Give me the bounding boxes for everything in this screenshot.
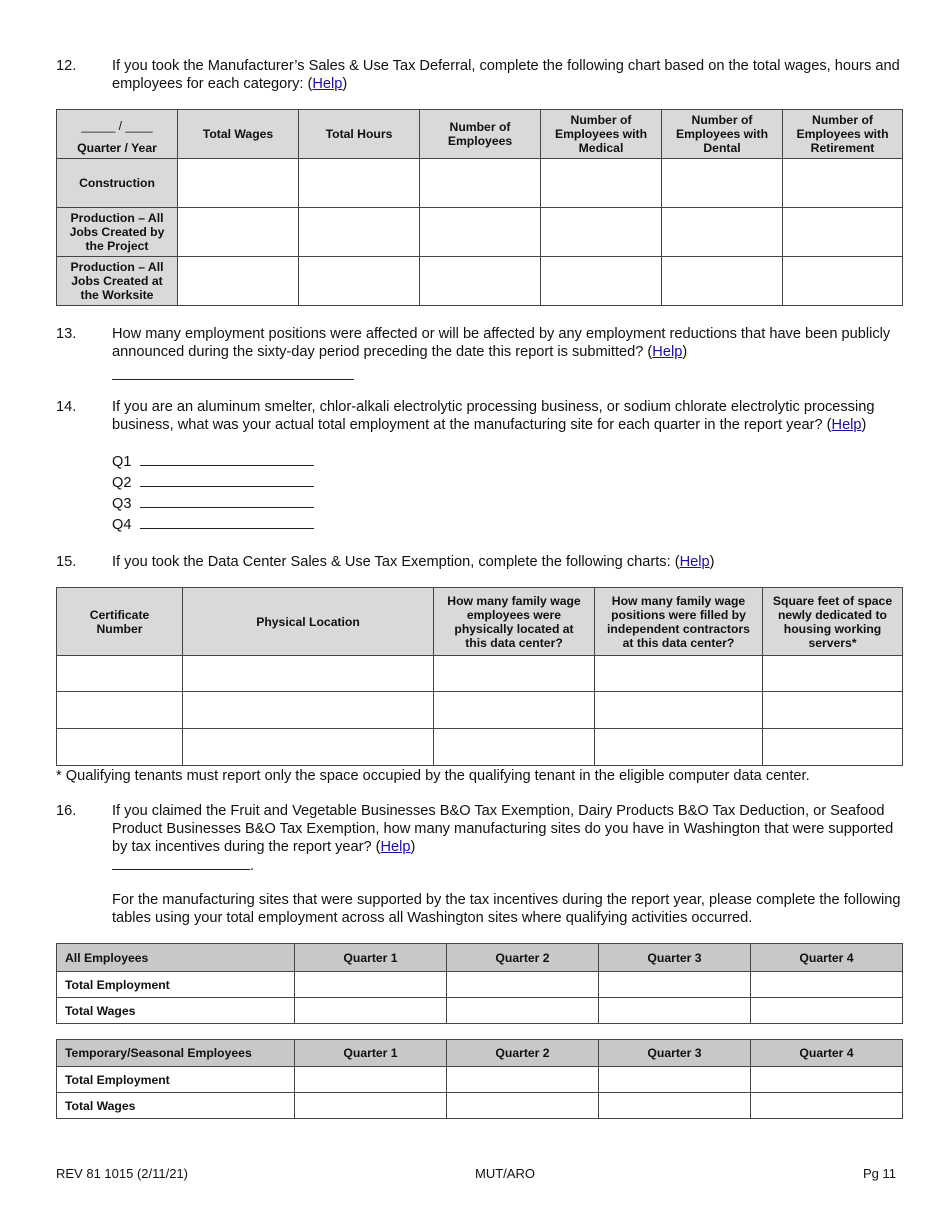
table-title: All Employees [57,944,295,972]
column-header: Quarter 2 [447,944,599,972]
column-header: Quarter 3 [599,1040,751,1067]
quarter-year-blank: _____ / ____ [81,119,153,133]
row-label: Production – All Jobs Created at the Worksite [57,257,178,306]
input-cell[interactable] [434,656,595,692]
input-cell[interactable] [595,692,763,729]
input-cell[interactable] [541,159,662,208]
quarter-label: Q4 [112,517,132,533]
input-cell[interactable] [299,159,420,208]
input-cell[interactable] [295,1067,447,1093]
column-header: Number of Employees with Dental [662,110,783,159]
column-header: How many family wage positions were filled by independent contractors at this data center? [595,588,763,656]
quarter-year-header[interactable] [57,110,178,159]
input-cell[interactable] [178,208,299,257]
help-link[interactable]: Help [652,344,683,360]
input-cell[interactable] [295,972,447,998]
input-cell[interactable] [447,998,599,1024]
input-cell[interactable] [763,656,903,692]
input-cell[interactable] [595,729,763,766]
quarter-entry [112,451,314,471]
question-text: If you are an aluminum smelter, chlor-alkali electrolytic processing business, or sodium chlorate electrolytic processing business, what was your actual total employment at the manufacturing site for each quarter in the report year? [112,399,875,433]
column-header: Quarter 1 [295,1040,447,1067]
row-label: Total Wages [57,998,295,1024]
instructions: For the manufacturing sites that were supported by the tax incentives during the report year, please complete the following tables using your total employment across all Washington sites where qualifying activities occurred. [112,892,901,926]
quarter-entry [112,514,314,534]
quarter-year-label: Quarter / Year [77,141,157,155]
row-label: Total Employment [57,1067,295,1093]
answer-line[interactable] [112,855,250,870]
answer-line[interactable] [140,451,314,466]
question-12: 12. If you took the Manufacturer’s Sales & Use Tax Deferral, complete the following chart based on the total wages, hours and employees for each category: (Help) [56,58,900,92]
column-header: Number of Employees [420,110,541,159]
input-cell[interactable] [751,1093,903,1119]
input-cell[interactable] [763,692,903,729]
input-cell[interactable] [295,1093,447,1119]
input-cell[interactable] [299,208,420,257]
column-header: Number of Employees with Medical [541,110,662,159]
quarter-label: Q3 [112,496,132,512]
input-cell[interactable] [783,159,903,208]
input-cell[interactable] [434,692,595,729]
row-label: Construction [57,159,178,208]
input-cell[interactable] [783,208,903,257]
question-text: If you took the Manufacturer’s Sales & Use Tax Deferral, complete the following chart based on the total wages, hours and employees for each category: [112,58,900,92]
input-cell[interactable] [299,257,420,306]
footer-form-id: REV 81 1015 (2/11/21) [56,1166,189,1181]
table-row [57,1093,903,1119]
input-cell[interactable] [178,257,299,306]
answer-line[interactable] [140,514,314,529]
column-header: Quarter 2 [447,1040,599,1067]
all-employees-table [56,943,903,1024]
input-cell[interactable] [183,692,434,729]
input-cell[interactable] [447,1067,599,1093]
wages-hours-table [56,109,903,306]
input-cell[interactable] [751,998,903,1024]
column-header: Quarter 3 [599,944,751,972]
table-row [57,972,903,998]
answer-line-group: . [112,855,254,875]
data-center-table [56,587,903,766]
quarter-label: Q2 [112,475,132,491]
question-number: 14. [56,399,77,415]
table-row [57,208,903,257]
table-row [57,998,903,1024]
table-row [57,1067,903,1093]
input-cell[interactable] [434,729,595,766]
question-13: 13. How many employment positions were affected or will be affected by any employment reductions that have been publicly announced during the sixty-day period preceding the date this report is submitted? (Help) [56,325,896,381]
input-cell[interactable] [662,159,783,208]
input-cell[interactable] [183,729,434,766]
input-cell[interactable] [447,1093,599,1119]
table-row [57,656,903,692]
input-cell[interactable] [599,972,751,998]
input-cell[interactable] [599,998,751,1024]
input-cell[interactable] [783,257,903,306]
table-row [57,692,903,729]
help-link[interactable]: Help [380,839,411,855]
column-header: Quarter 1 [295,944,447,972]
table-row [57,257,903,306]
answer-line[interactable] [112,365,354,380]
help-link[interactable]: Help [312,76,343,92]
input-cell[interactable] [57,656,183,692]
column-header: Total Wages [178,110,299,159]
column-header: Quarter 4 [751,944,903,972]
input-cell[interactable] [751,1067,903,1093]
table-title: Temporary/Seasonal Employees [57,1040,295,1067]
quarter-entry [112,493,314,513]
input-cell[interactable] [57,692,183,729]
input-cell[interactable] [751,972,903,998]
question-14: 14. If you are an aluminum smelter, chlor-alkali electrolytic processing business, or sodium chlorate electrolytic processing business, what was your actual total employment at the manufacturing site for each quarter in the report year? (Help) Q1 Q2 Q3 Q4 [56,399,875,533]
input-cell[interactable] [763,729,903,766]
row-label: Total Wages [57,1093,295,1119]
column-header: Physical Location [183,588,434,656]
question-text: How many employment positions were affected or will be affected by any employment reductions that have been publicly announced during the sixty-day period preceding the date this report is submitted? [112,326,891,360]
input-cell[interactable] [295,998,447,1024]
question-number: 12. [56,58,77,74]
quarter-entry [112,472,314,492]
input-cell[interactable] [541,208,662,257]
input-cell[interactable] [178,159,299,208]
column-header: Total Hours [299,110,420,159]
answer-line[interactable] [140,493,314,508]
question-15: 15. If you took the Data Center Sales & Use Tax Exemption, complete the following charts: (Help) [56,554,715,570]
input-cell[interactable] [662,257,783,306]
input-cell[interactable] [420,257,541,306]
row-label: Production – All Jobs Created by the Project [57,208,178,257]
temporary-employees-table [56,1039,903,1119]
quarter-label: Q1 [112,454,132,470]
input-cell[interactable] [595,656,763,692]
column-header: Quarter 4 [751,1040,903,1067]
help-link[interactable]: Help [831,417,862,433]
input-cell[interactable] [599,1093,751,1119]
answer-line[interactable] [140,472,314,487]
question-number: 16. [56,803,77,819]
input-cell[interactable] [599,1067,751,1093]
column-header: Square feet of space newly dedicated to housing working servers* [763,588,903,656]
input-cell[interactable] [420,208,541,257]
question-text: If you took the Data Center Sales & Use Tax Exemption, complete the following charts: [112,554,671,570]
question-number: 15. [56,554,77,570]
input-cell[interactable] [183,656,434,692]
footer-page-number: Pg 11 [862,1166,896,1181]
input-cell[interactable] [447,972,599,998]
footnote: * Qualifying tenants must report only the space occupied by the qualifying tenant in the eligible computer data center. [56,768,810,784]
input-cell[interactable] [662,208,783,257]
question-16: 16. If you claimed the Fruit and Vegetable Businesses B&O Tax Exemption, Dairy Products B&O Tax Deduction, or Seafood Product Businesses B&O Tax Exemption, how many manufacturing sites do you have in Washington that were supported by tax incentives during the report year? (Help) . For the manufacturing sites that were supported by the tax incentives during the report year, please complete the following tables using your total employment across all Washington sites where qualifying activities occurred. [56,803,901,926]
input-cell[interactable] [541,257,662,306]
input-cell[interactable] [420,159,541,208]
input-cell[interactable] [57,729,183,766]
row-label: Total Employment [57,972,295,998]
table-row [57,159,903,208]
table-row [57,729,903,766]
question-number: 13. [56,326,77,342]
help-link[interactable]: Help [679,554,710,570]
question-text: If you claimed the Fruit and Vegetable Businesses B&O Tax Exemption, Dairy Products B&O Tax Deduction, or Seafood Product Businesses B&O Tax Exemption, how many manufacturing sites do you have in Washington that were supported by tax incentives during the report year? [112,803,894,855]
footer-center: MUT/ARO [475,1166,535,1181]
column-header: How many family wage employees were physically located at this data center? [434,588,595,656]
column-header: Number of Employees with Retirement [783,110,903,159]
column-header: Certificate Number [57,588,183,656]
